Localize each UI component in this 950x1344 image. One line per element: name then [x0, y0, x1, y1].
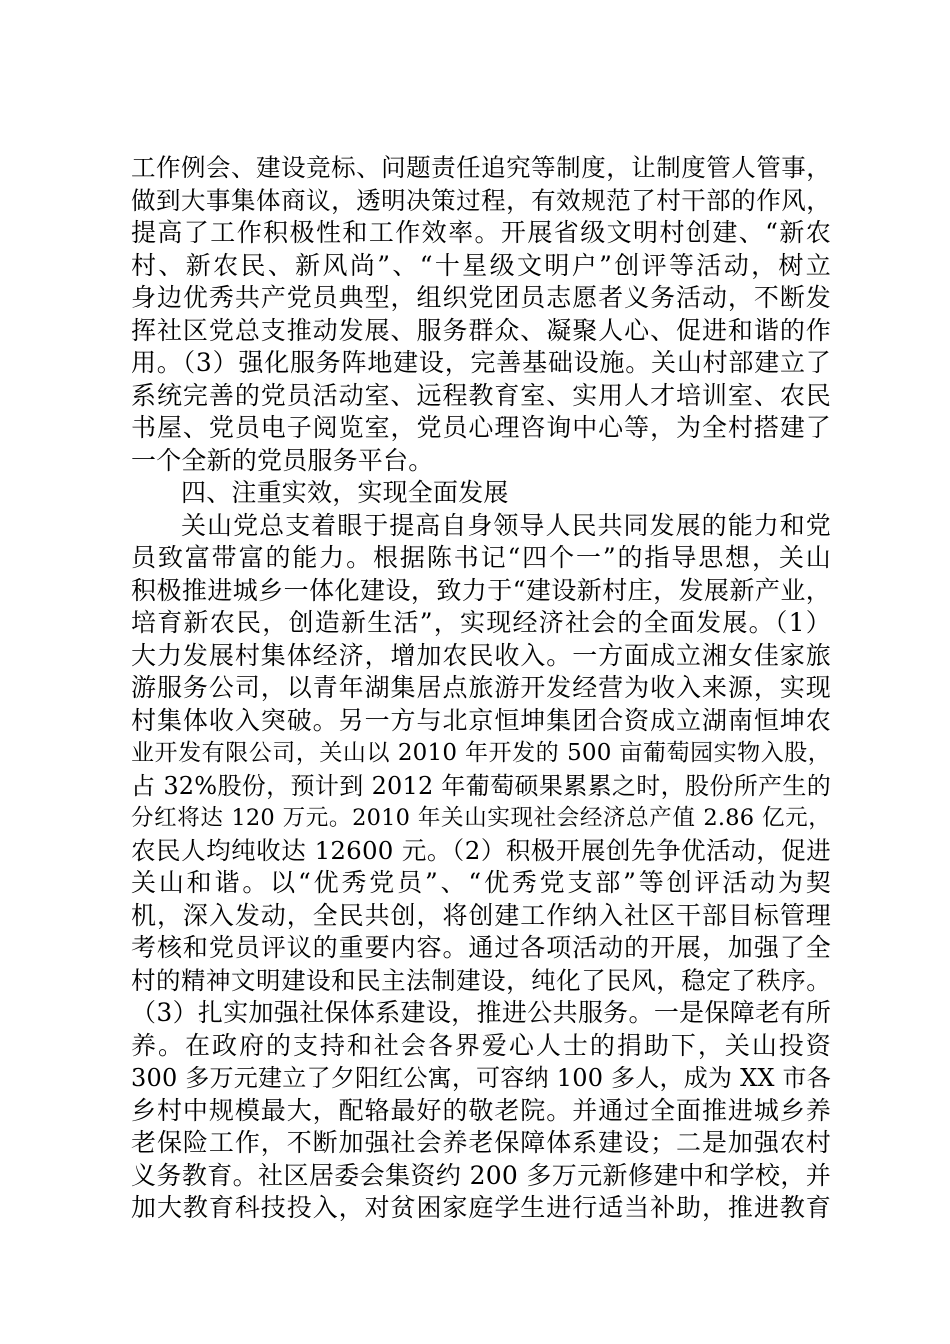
text-line: 身边优秀共产党员典型，组织党团员志愿者义务活动，不断发 — [131, 283, 831, 312]
text-line: 老保险工作，不断加强社会养老保障体系建设；二是加强农村 — [131, 1128, 831, 1157]
text-line: 一个全新的党员服务平台。 — [131, 445, 434, 475]
text-line: 分红将达 120 万元。2010 年关山实现社会经济总产值 2.86 亿元， — [131, 805, 831, 831]
text-line: 业开发有限公司，关山以 2010 年开发的 500 亩葡萄园实物入股， — [131, 740, 831, 766]
text-line: 村集体收入突破。另一方与北京恒坤集团合资成立湖南恒坤农 — [131, 705, 831, 735]
text-line: 乡村中规模最大，配辂最好的敬老院。并通过全面推进城乡养 — [131, 1095, 831, 1125]
text-line: 义务教育。社区居委会集资约 200 多万元新修建中和学校，并 — [131, 1160, 831, 1190]
text-line: 工作例会、建设竞标、问题责任追究等制度，让制度管人管事， — [131, 153, 831, 182]
text-line: （3）扎实加强社保体系建设，推进公共服务。一是保障老有所 — [131, 998, 831, 1027]
text-line: 提高了工作积极性和工作效率。开展省级文明村创建、“新农 — [131, 218, 831, 247]
text-line: 员致富带富的能力。根据陈书记“四个一”的指导思想，关山 — [131, 543, 831, 572]
text-line: 书屋、党员电子阅览室，党员心理咨询中心等，为全村搭建了 — [131, 413, 831, 442]
text-line: 积极推进城乡一体化建设，致力于“建设新村庄，发展新产业， — [131, 575, 831, 605]
text-line: 村、新农民、新风尚”、“十星级文明户”创评等活动，树立 — [131, 250, 831, 280]
text-line: 培育新农民，创造新生活”，实现经济社会的全面发展。（1） — [131, 608, 831, 637]
text-line: 大力发展村集体经济，增加农民收入。一方面成立湘女佳家旅 — [131, 640, 831, 670]
text-line: 加大教育科技投入，对贫困家庭学生进行适当补助，推进教育 — [131, 1193, 831, 1222]
text-line: 游服务公司，以青年湖集居点旅游开发经营为收入来源，实现 — [131, 673, 831, 702]
text-line: 养。在政府的支持和社会各界爱心人士的捐助下，关山投资 — [131, 1030, 831, 1060]
text-line: 考核和党员评议的重要内容。通过各项活动的开展，加强了全 — [131, 933, 831, 962]
text-line: 做到大事集体商议，透明决策过程，有效规范了村干部的作风， — [131, 185, 831, 215]
text-line: 关山党总支着眼于提高自身领导人民共同发展的能力和党 — [181, 510, 831, 540]
text-line: 占 32%股份，预计到 2012 年葡萄硕果累累之时，股份所产生的 — [131, 771, 831, 800]
text-line: 机，深入发动，全民共创，将创建工作纳入社区干部目标管理 — [131, 900, 831, 930]
text-line: 挥社区党总支推动发展、服务群众、凝聚人心、促进和谐的作 — [131, 315, 831, 345]
text-line: 农民人均纯收达 12600 元。（2）积极开展创先争优活动，促进 — [131, 835, 831, 865]
section-heading: 四、注重实效，实现全面发展 — [181, 478, 509, 507]
text-line: 关山和谐。以“优秀党员”、“优秀党支部”等创评活动为契 — [131, 868, 831, 897]
text-line: 系统完善的党员活动室、远程教育室、实用人才培训室、农民 — [131, 380, 831, 410]
text-line: 用。（3）强化服务阵地建设，完善基础设施。关山村部建立了 — [131, 348, 831, 377]
text-line: 村的精神文明建设和民主法制建设，纯化了民风，稳定了秩序。 — [131, 965, 831, 995]
text-line: 300 多万元建立了夕阳红公寓，可容纳 100 多人，成为 XX 市各 — [131, 1064, 831, 1092]
body-text — [131, 152, 831, 1225]
